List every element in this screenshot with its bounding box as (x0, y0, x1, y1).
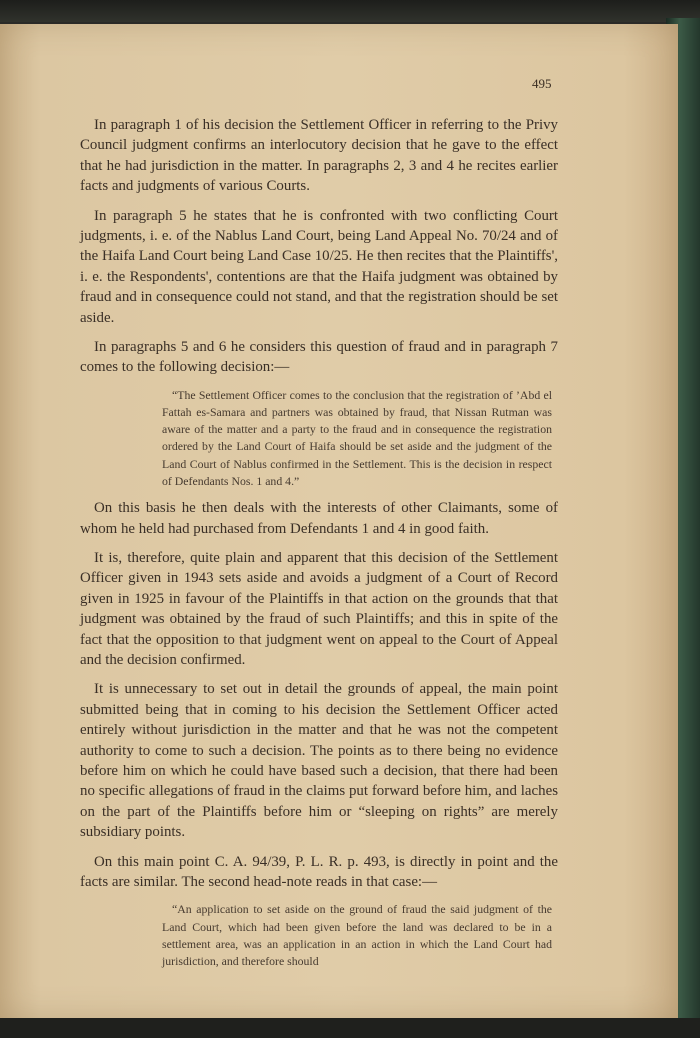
scan-top-border (0, 0, 700, 22)
scan-bottom-border (0, 1018, 700, 1038)
paragraph-1: In paragraph 1 of his decision the Settlement Officer in referring to the Privy Council judgment confirms an interlocutory decision that he gave to the effect that he had jurisdiction in the matter. In paragraphs 2, 3 and 4 he recites earlier facts and judgments of various Courts. (80, 117, 558, 195)
paragraph-7: On this main point C. A. 94/39, P. L. R. p. 493, is directly in point and the facts are similar. The second head-note reads in that case:— (80, 853, 558, 890)
paragraph-3: In paragraphs 5 and 6 he considers this question of fraud and in paragraph 7 comes to the following decision:— (80, 339, 558, 376)
book-page (0, 24, 678, 1018)
paragraph-4: On this basis he then deals with the interests of other Claimants, some of whom he held had purchased from Defendants 1 and 4 in good faith. (80, 500, 558, 537)
page-number: 495 (532, 76, 552, 91)
paragraph-6: It is unnecessary to set out in detail the grounds of appeal, the main point submitted being that in coming to his decision the Settlement Officer acted entirely without jurisdiction in the matter and that he was not the competent authority to come to such a decision. The points as to there being no evidence before him on which he could have based such a decision, that there had been no specific allegations of fraud in the claims put forward before him, and laches on the part of the Plaintiffs before him or “sleeping on rights” are merely subsidiary points. (80, 681, 558, 841)
paragraph-5: It is, therefore, quite plain and apparent that this decision of the Settlement Officer given in 1943 sets aside and avoids a judgment of a Court of Record given in 1925 in favour of the Plaintiffs in that action on the grounds that that judgment was obtained by the fraud of such Plaintiffs; and this in spite of the fact that the opposition to that judgment went on appeal to the Court of Appeal and the decision confirmed. (80, 549, 558, 668)
quoted-decision: “The Settlement Officer comes to the conclusion that the registration of ’Abd el Fattah es-Samara and partners was obtained by fraud, that Nissan Rutman was aware of the matter and a party to the fraud and in consequence the registration ordered by the Land Court of Haifa should be set aside and the judgment of the Land Court of Nablus confirmed in the Settlement. This is the decision in respect of Defendants Nos. 1 and 4.” (162, 387, 552, 488)
paragraph-2: In paragraph 5 he states that he is confronted with two conflicting Court judgments, i. e. of the Nablus Land Court, being Land Appeal No. 70/24 and of the Haifa Land Court being Land Case 10/25. He then recites that the Plaintiffs', i. e. the Respondents', contentions are that the Haifa judgment was obtained by fraud and in consequence could not stand, and that the registration should be set aside. (80, 207, 558, 326)
quoted-head-note: “An application to set aside on the ground of fraud the said judgment of the Land Court, which had been given before the land was declared to be in a settlement area, was an application in an action in which the Land Court had jurisdiction, and therefore should (162, 902, 552, 969)
page-body (80, 115, 558, 978)
